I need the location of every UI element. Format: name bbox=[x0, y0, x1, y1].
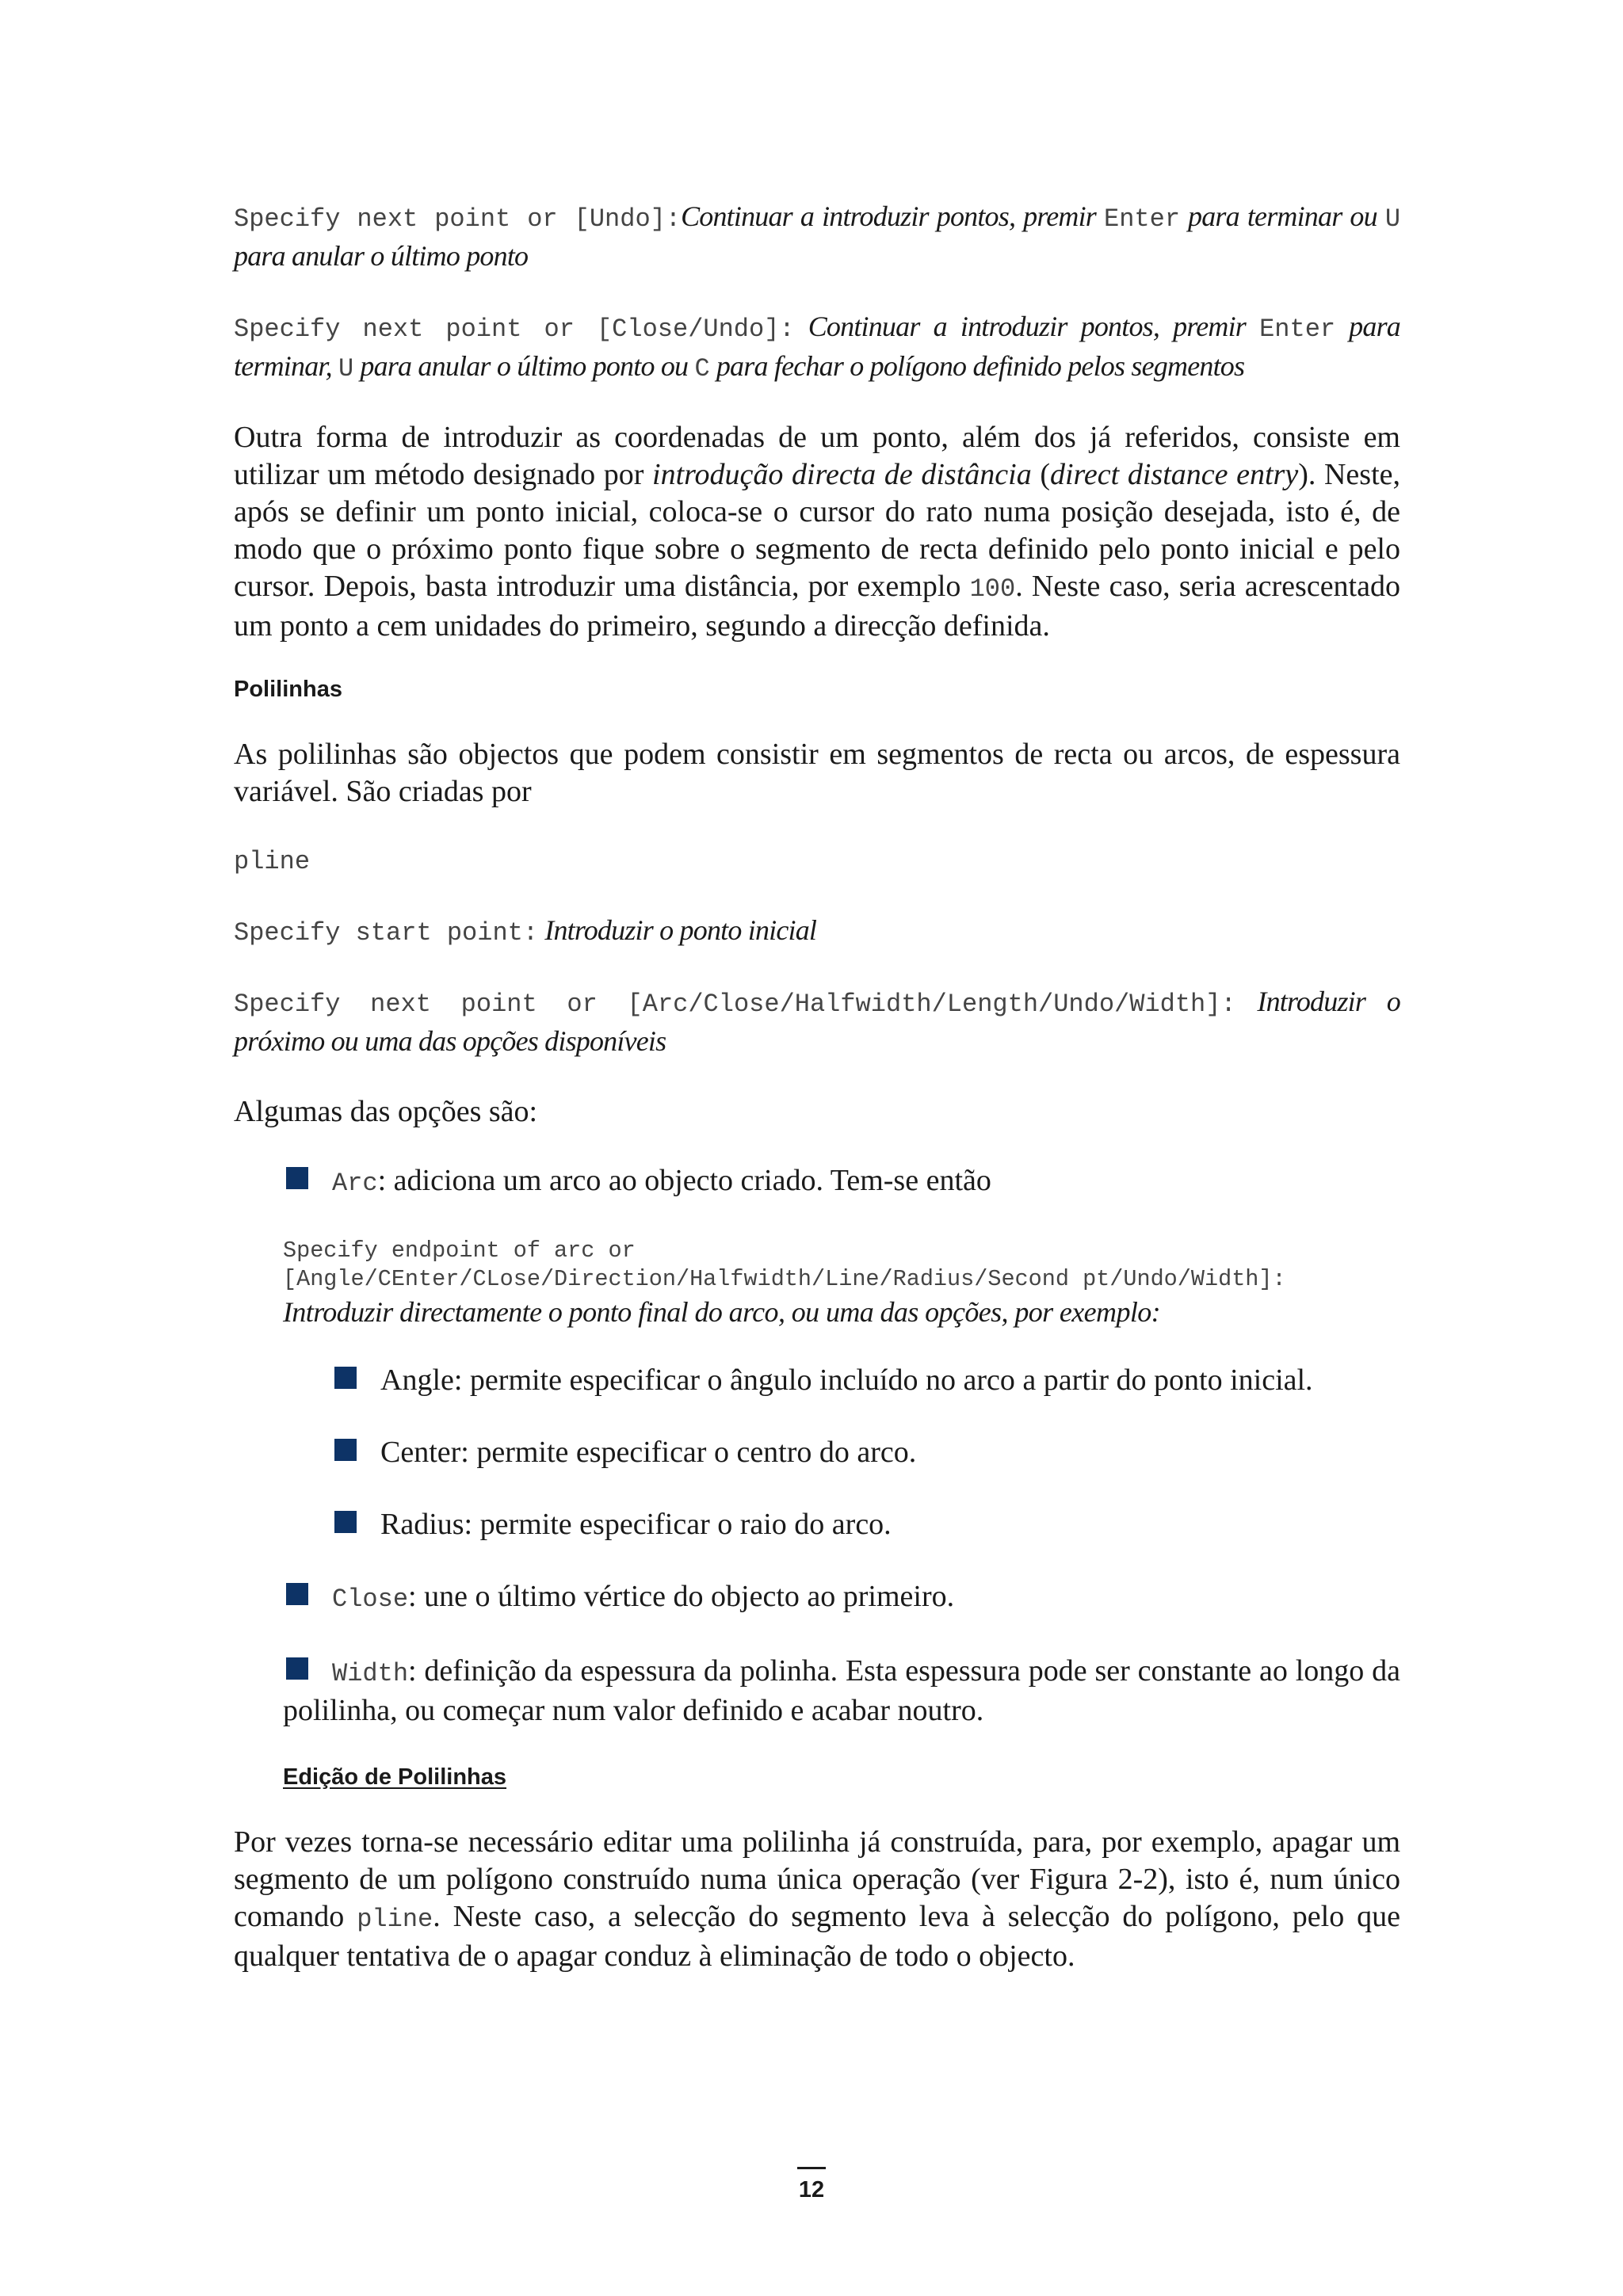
command-description: para fechar o polígono definido pelos segmentos bbox=[709, 350, 1245, 382]
command-pline bbox=[234, 842, 1400, 880]
section-heading-polilinhas: Polilinhas bbox=[234, 677, 342, 702]
footer-rule bbox=[797, 2167, 826, 2169]
option-text: Angle: permite especificar o ângulo incluído no arco a partir do ponto inicial. bbox=[380, 1363, 1313, 1397]
paragraph-polilinhas: As polilinhas são objectos que podem consistir em segmentos de recta ou arcos, de espessura variável. São criadas por bbox=[234, 738, 1400, 808]
paragraph-edicao bbox=[234, 1824, 1400, 1975]
list-item-center bbox=[234, 1434, 1400, 1471]
square-bullet-icon bbox=[334, 1367, 357, 1389]
paragraph-text: ). Neste, após se definir um ponto inicial, coloca-se o cursor do rato numa posição desejada, isto é, de modo que o próximo ponto fique sobre o segmento de recta definido pelo ponto inicial e pelo cursor. Depois, basta introduzir uma distância, por exemplo bbox=[234, 458, 1401, 603]
option-text: : definição da espessura da polinha. Esta espessura pode ser constante ao longo da polilinha, ou começar num valor definido e acabar noutro. bbox=[283, 1654, 1400, 1727]
list-item-width bbox=[234, 1653, 1400, 1730]
emphasis-text: introdução directa de distância bbox=[652, 458, 1032, 491]
command-description: para anular o último ponto bbox=[234, 240, 529, 272]
list-item-arc bbox=[234, 1162, 1400, 1202]
command-description: Continuar a introduzir pontos, premir bbox=[681, 200, 1105, 232]
command-prompt: Specify start point: bbox=[234, 918, 539, 948]
option-code: Width bbox=[332, 1659, 409, 1688]
option-code: Close bbox=[332, 1585, 409, 1614]
emphasis-text: direct distance entry bbox=[1050, 458, 1299, 491]
document-page bbox=[234, 198, 1400, 2007]
paragraph-text: . Neste caso, a selecção do segmento leva à selecção do polígono, pelo que qualquer tentativa de o apagar conduz à eliminação de todo o objecto. bbox=[234, 1900, 1400, 1973]
section-heading-edicao: Edição de Polilinhas bbox=[283, 1764, 507, 1790]
square-bullet-icon bbox=[286, 1657, 308, 1680]
key-c: C bbox=[694, 354, 710, 383]
paragraph-direct-distance bbox=[234, 419, 1400, 645]
list-item-radius bbox=[234, 1506, 1400, 1543]
paragraph-text: Outra forma de introduzir as coordenadas de um ponto, além dos já referidos, consiste em utilizar um método designado por bbox=[234, 421, 1400, 491]
key-u: U bbox=[338, 354, 354, 383]
list-item-angle bbox=[234, 1362, 1400, 1399]
command-next-point-close bbox=[234, 308, 1400, 387]
paragraph-algumas-opcoes: Algumas das opções são: bbox=[234, 1095, 538, 1128]
option-code: Arc bbox=[332, 1169, 378, 1198]
option-text: : une o último vértice do objecto ao primeiro. bbox=[408, 1580, 955, 1613]
option-text: Center: permite especificar o centro do arco. bbox=[380, 1436, 917, 1469]
inline-code: pline bbox=[357, 1905, 433, 1934]
page-number: 12 bbox=[798, 2177, 825, 2203]
command-description: Introduzir o próximo ou uma das opções disponíveis bbox=[234, 986, 1400, 1057]
square-bullet-icon bbox=[334, 1511, 357, 1533]
command-description: para terminar ou bbox=[1180, 200, 1385, 232]
option-text: Radius: permite especificar o raio do arco. bbox=[380, 1508, 892, 1541]
command-description: Introduzir o ponto inicial bbox=[538, 914, 817, 946]
key-enter: Enter bbox=[1104, 204, 1181, 234]
command-prompt: Specify next point or [Arc/Close/Halfwidth/Length/Undo/Width]: bbox=[234, 990, 1236, 1019]
command-prompt: Specify next point or [Undo]: bbox=[234, 204, 682, 234]
option-text: : adiciona um arco ao objecto criado. Tem-se então bbox=[377, 1164, 991, 1197]
square-bullet-icon bbox=[286, 1167, 308, 1189]
list-item-close bbox=[234, 1578, 1400, 1618]
command-description: para terminar, bbox=[234, 311, 1400, 382]
arc-command-block bbox=[283, 1237, 1400, 1330]
command-prompt: [Angle/CEnter/CLose/Direction/Halfwidth/Line/Radius/Second pt/Undo/Width]: bbox=[283, 1266, 1286, 1292]
key-u: U bbox=[1384, 204, 1401, 234]
command-prompt: Specify next point or [Close/Undo]: bbox=[234, 315, 795, 344]
square-bullet-icon bbox=[334, 1439, 357, 1461]
command-next-point-arc bbox=[234, 983, 1400, 1062]
paragraph-text: . Neste caso, seria acrescentado um ponto a cem unidades do primeiro, segundo a direcção definida. bbox=[234, 570, 1400, 643]
command-prompt: pline bbox=[234, 847, 311, 876]
key-enter: Enter bbox=[1259, 315, 1336, 344]
command-next-point bbox=[234, 198, 1400, 277]
command-start-point bbox=[234, 912, 1400, 952]
page-footer bbox=[0, 2167, 1623, 2203]
paragraph-text: ( bbox=[1031, 458, 1050, 491]
square-bullet-icon bbox=[286, 1583, 308, 1605]
inline-code: 100 bbox=[969, 574, 1016, 604]
command-prompt: Specify endpoint of arc or bbox=[283, 1238, 636, 1264]
command-description: para anular o último ponto ou bbox=[353, 350, 695, 382]
command-description: Introduzir directamente o ponto final do arco, ou uma das opções, por exemplo: bbox=[283, 1296, 1161, 1328]
paragraph-text: Por vezes torna-se necessário editar uma polilinha já construída, para, por exemplo, apagar um segmento de um polígono construído numa única operação (ver Figura 2-2), isto é, num único comando bbox=[234, 1825, 1400, 1933]
command-description: Continuar a introduzir pontos, premir bbox=[794, 311, 1260, 342]
